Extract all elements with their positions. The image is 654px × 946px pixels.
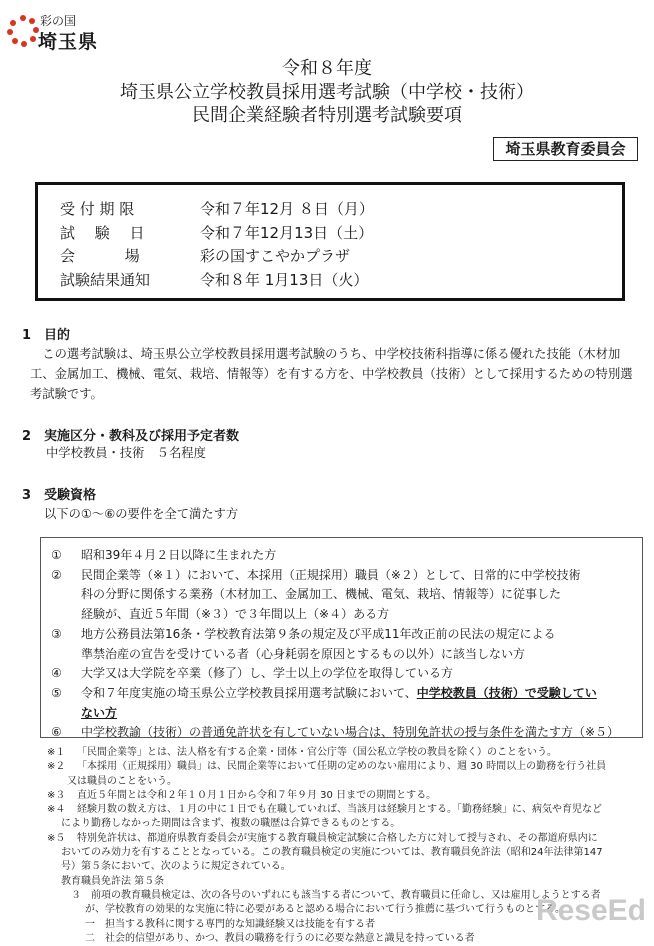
requirement-item <box>51 684 642 723</box>
footnote-key: ※２ <box>47 761 66 773</box>
issuer-badge: 埼玉県教育委員会 <box>493 137 638 161</box>
section-body: 中学校教員・技術 ５名程度 <box>46 446 206 460</box>
footnote-text: 又は職員のことをいう。 <box>67 775 177 787</box>
title-year: 令和８年度 <box>282 58 372 79</box>
requirement-item <box>51 546 642 566</box>
logo-subtitle: 彩の国 <box>40 14 77 28</box>
requirement-text: 経験が、直近５年間（※３）で３年間以上（※４）ある方 <box>81 607 390 622</box>
schedule-label: 受 付 期 限 <box>60 200 135 218</box>
section-heading: 2 実施区分・教科及び採用予定者数 <box>22 429 240 444</box>
footnote-text: おいてのみ効力を有することとなっている。この教育職員検定の実施については、教育職員免許法（昭和24年法律第147 <box>61 847 603 859</box>
footnote <box>47 746 647 760</box>
footnote <box>47 789 647 803</box>
schedule-row <box>60 198 622 222</box>
requirement-text: 中学校教諭（技術）の普通免許状を有していない場合は、特別免許状の授与条件を満たす方（※５） <box>81 725 620 740</box>
footnote-key: ※３ <box>47 789 66 801</box>
requirement-text: 民間企業等（※１）において、本採用（正規採用）職員（※２）として、日常的に中学校技術 <box>81 567 581 582</box>
section-heading: 3 受験資格 <box>22 488 97 503</box>
schedule-value: 彩の国すこやかプラザ <box>200 247 351 265</box>
schedule-row <box>60 222 622 246</box>
requirement-text: 令和７年度実施の埼玉県公立学校教員採用選考試験において、 <box>81 685 417 700</box>
requirement-emphasis: ない方 <box>81 705 118 720</box>
law-text: ３ 前項の教育職員検定は、次の各号のいずれにも該当する者について、教育職員に任命し、又は雇用しようとする者 <box>71 889 601 901</box>
schedule-value: 令和７年12月13日（土） <box>200 223 374 242</box>
logo-mark-icon <box>6 14 40 48</box>
footnote-text: 経験月数の数え方は、１月の中に１日でも在職していれば、当該月は経験月とする。「勤務経験」に、病気や育児など <box>77 804 602 816</box>
schedule-box <box>35 182 625 301</box>
requirement-item <box>51 723 642 743</box>
requirement-number: ⑥ <box>51 725 62 740</box>
footnote-text: 「民間企業等」とは、法人格を有する企業・団体・官公庁等（国公私立学校の教員を除く）のことをいう。 <box>77 747 557 758</box>
title-sub: 民間企業経験者特別選考試験要項 <box>192 105 462 126</box>
schedule-row <box>60 245 622 269</box>
footnote <box>47 832 647 846</box>
schedule-value: 令和７年12月 ８日（月） <box>200 200 374 218</box>
requirement-text: 準禁治産の宣告を受けている者（心身耗弱を原因とするもの以外）に該当しない方 <box>81 646 526 661</box>
requirement-emphasis: 中学校教員（技術）で受験してい <box>416 685 597 700</box>
footnote-text: により勤務しなかった期間は含まず、複数の職歴は合算できるものとする。 <box>61 818 401 830</box>
title-main: 埼玉県公立学校教員採用選考試験（中学校・技術） <box>120 82 534 103</box>
requirement-text: 科の分野に関係する業務（木材加工、金属加工、機械、電気、栽培、情報等）に従事した <box>81 587 562 602</box>
requirement-text: 地方公務員法第16条・学校教育法第９条の規定及び平成11年改正前の民法の規定による <box>81 626 556 641</box>
requirements-box <box>40 537 643 738</box>
law-item: 一 担当する教科に関する専門的な知識経験又は技能を有する者 <box>85 918 375 930</box>
watermark-logo: ReseEd <box>535 894 646 927</box>
law-item: 二 社会的信望があり、かつ、教員の職務を行うのに必要な熱意と識見を持っている者 <box>85 932 475 944</box>
requirement-number: ② <box>51 567 62 582</box>
footnote-text: 教育職員免許法 第５条 <box>61 875 165 887</box>
footnote-text: 直近５年間とは令和２年１０月１日から令和７年９月 30 日までの期間とする。 <box>77 789 437 801</box>
requirement-text: 大学又は大学院を卒業（修了）し、学士以上の学位を取得している方 <box>81 666 454 681</box>
law-text: が、学校教育の効果的な実施に特に必要があると認める場合において行う推薦に基づいて行うものとする。 <box>85 904 565 916</box>
requirement-number: ④ <box>51 666 62 681</box>
requirement-item <box>51 566 642 625</box>
requirement-text: 昭和39年４月２日以降に生まれた方 <box>81 548 277 562</box>
footnote-text: 特別免許状は、都道府県教育委員会が実施する教育職員検定試験に合格した方に対して授与され、その都道府県内に <box>77 832 598 844</box>
requirement-number: ⑤ <box>51 685 62 700</box>
requirement-number: ① <box>51 548 62 562</box>
footnote-key: ※４ <box>47 804 66 816</box>
footnote <box>47 803 647 817</box>
schedule-label: 試験結果通知 <box>60 270 151 289</box>
schedule-value: 令和８年 1月13日（火） <box>200 270 369 289</box>
logo-title: 埼玉県 <box>38 31 99 53</box>
section-body: 以下の①～⑥の要件を全て満たす方 <box>44 507 239 521</box>
footnote-text: 号）第５条において、次のように規定されている。 <box>61 861 291 873</box>
schedule-label: 試 験 日 <box>60 223 145 242</box>
footnote-text: 「本採用（正規採用）職員」は、民間企業等において任期の定めのない雇用により、週 30 時間以上の勤務を行う社員 <box>77 761 607 773</box>
schedule-label: 会 場 <box>60 247 140 265</box>
section-body: この選考試験は、埼玉県公立学校教員採用選考試験のうち、中学校技術科指導に係る優れた技能（木材加工、金属加工、機械、電気、栽培、情報等）を有する方を、中学校教員（技術）として採用するための特別選考試験です。 <box>30 347 633 401</box>
requirement-item <box>51 664 642 684</box>
schedule-row <box>60 269 622 293</box>
requirement-item <box>51 625 642 664</box>
footnote-key: ※５ <box>47 832 66 844</box>
section-heading: 1 目的 <box>22 328 71 343</box>
requirement-number: ③ <box>51 626 62 641</box>
footnote <box>47 760 647 774</box>
footnote-key: ※１ <box>47 747 66 758</box>
